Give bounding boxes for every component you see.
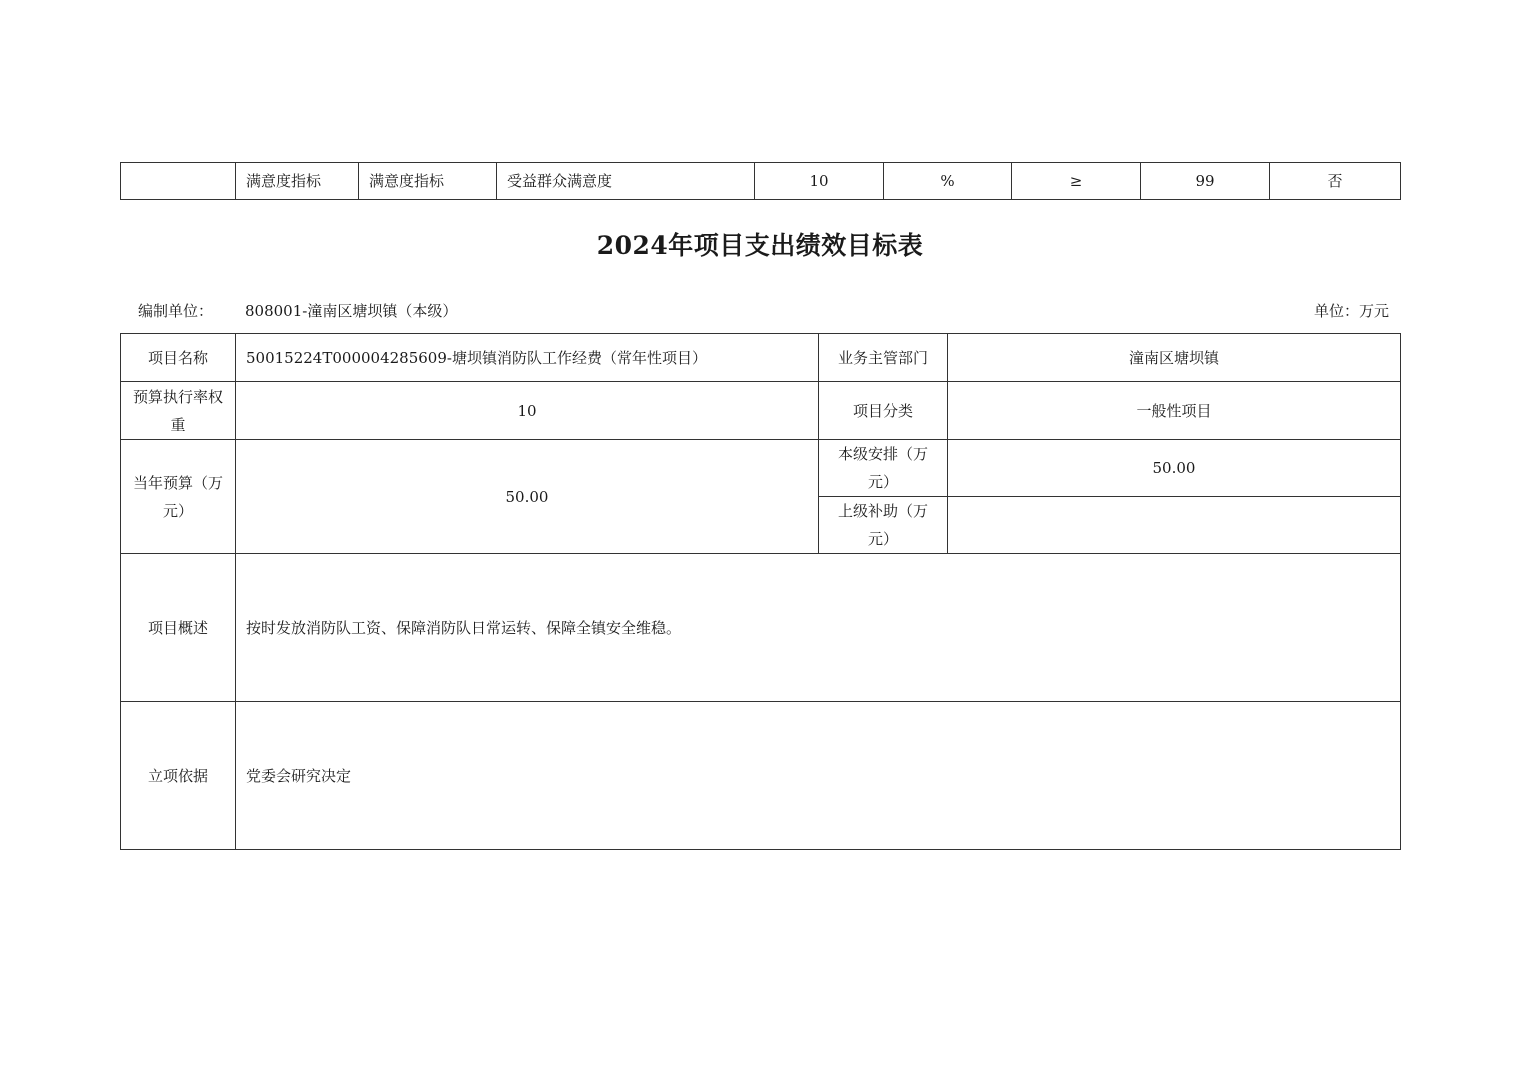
- table-row: [121, 334, 1401, 382]
- basis-label: 立项依据: [121, 702, 236, 850]
- operator-cell: ≥: [1012, 163, 1141, 200]
- table-row: [121, 382, 1401, 440]
- exec-weight-label: 预算执行率权重: [121, 382, 236, 440]
- table-cell: [121, 163, 236, 200]
- overview-value: 按时发放消防队工资、保障消防队日常运转、保障全镇安全维稳。: [236, 554, 1401, 702]
- organization-label: 编制单位：: [138, 302, 214, 320]
- table-row: [121, 163, 1401, 200]
- project-name-value: 50015224T000004285609-塘坝镇消防队工作经费（常年性项目）: [236, 334, 819, 382]
- level2-indicator-cell: 满意度指标: [359, 163, 497, 200]
- unit-cell: %: [884, 163, 1012, 200]
- level1-indicator-cell: 满意度指标: [236, 163, 359, 200]
- page-title: 2024年项目支出绩效目标表: [596, 231, 924, 260]
- dept-value: 潼南区塘坝镇: [948, 334, 1401, 382]
- organization-line: [138, 300, 457, 321]
- previous-page-table: [120, 162, 1401, 200]
- performance-target-table: [120, 333, 1401, 850]
- local-arrangement-label: 本级安排（万元）: [819, 440, 948, 497]
- project-name-label: 项目名称: [121, 334, 236, 382]
- weight-cell: 10: [755, 163, 884, 200]
- superior-subsidy-label: 上级补助（万元）: [819, 497, 948, 554]
- local-arrangement-value: 50.00: [948, 440, 1401, 497]
- currency-unit: 单位：万元: [1313, 302, 1389, 320]
- budget-label: 当年预算（万元）: [121, 440, 236, 554]
- target-value-cell: 99: [1141, 163, 1270, 200]
- table-row: [121, 554, 1401, 702]
- basis-value: 党委会研究决定: [236, 702, 1401, 850]
- table-row: [121, 440, 1401, 497]
- dept-label: 业务主管部门: [819, 334, 948, 382]
- table-row: [121, 702, 1401, 850]
- superior-subsidy-value: [948, 497, 1401, 554]
- budget-value: 50.00: [236, 440, 819, 554]
- category-label: 项目分类: [819, 382, 948, 440]
- organization-value: 808001-潼南区塘坝镇（本级）: [245, 302, 458, 320]
- exec-weight-value: 10: [236, 382, 819, 440]
- indicator-name-cell: 受益群众满意度: [497, 163, 755, 200]
- category-value: 一般性项目: [948, 382, 1401, 440]
- overview-label: 项目概述: [121, 554, 236, 702]
- core-indicator-cell: 否: [1270, 163, 1401, 200]
